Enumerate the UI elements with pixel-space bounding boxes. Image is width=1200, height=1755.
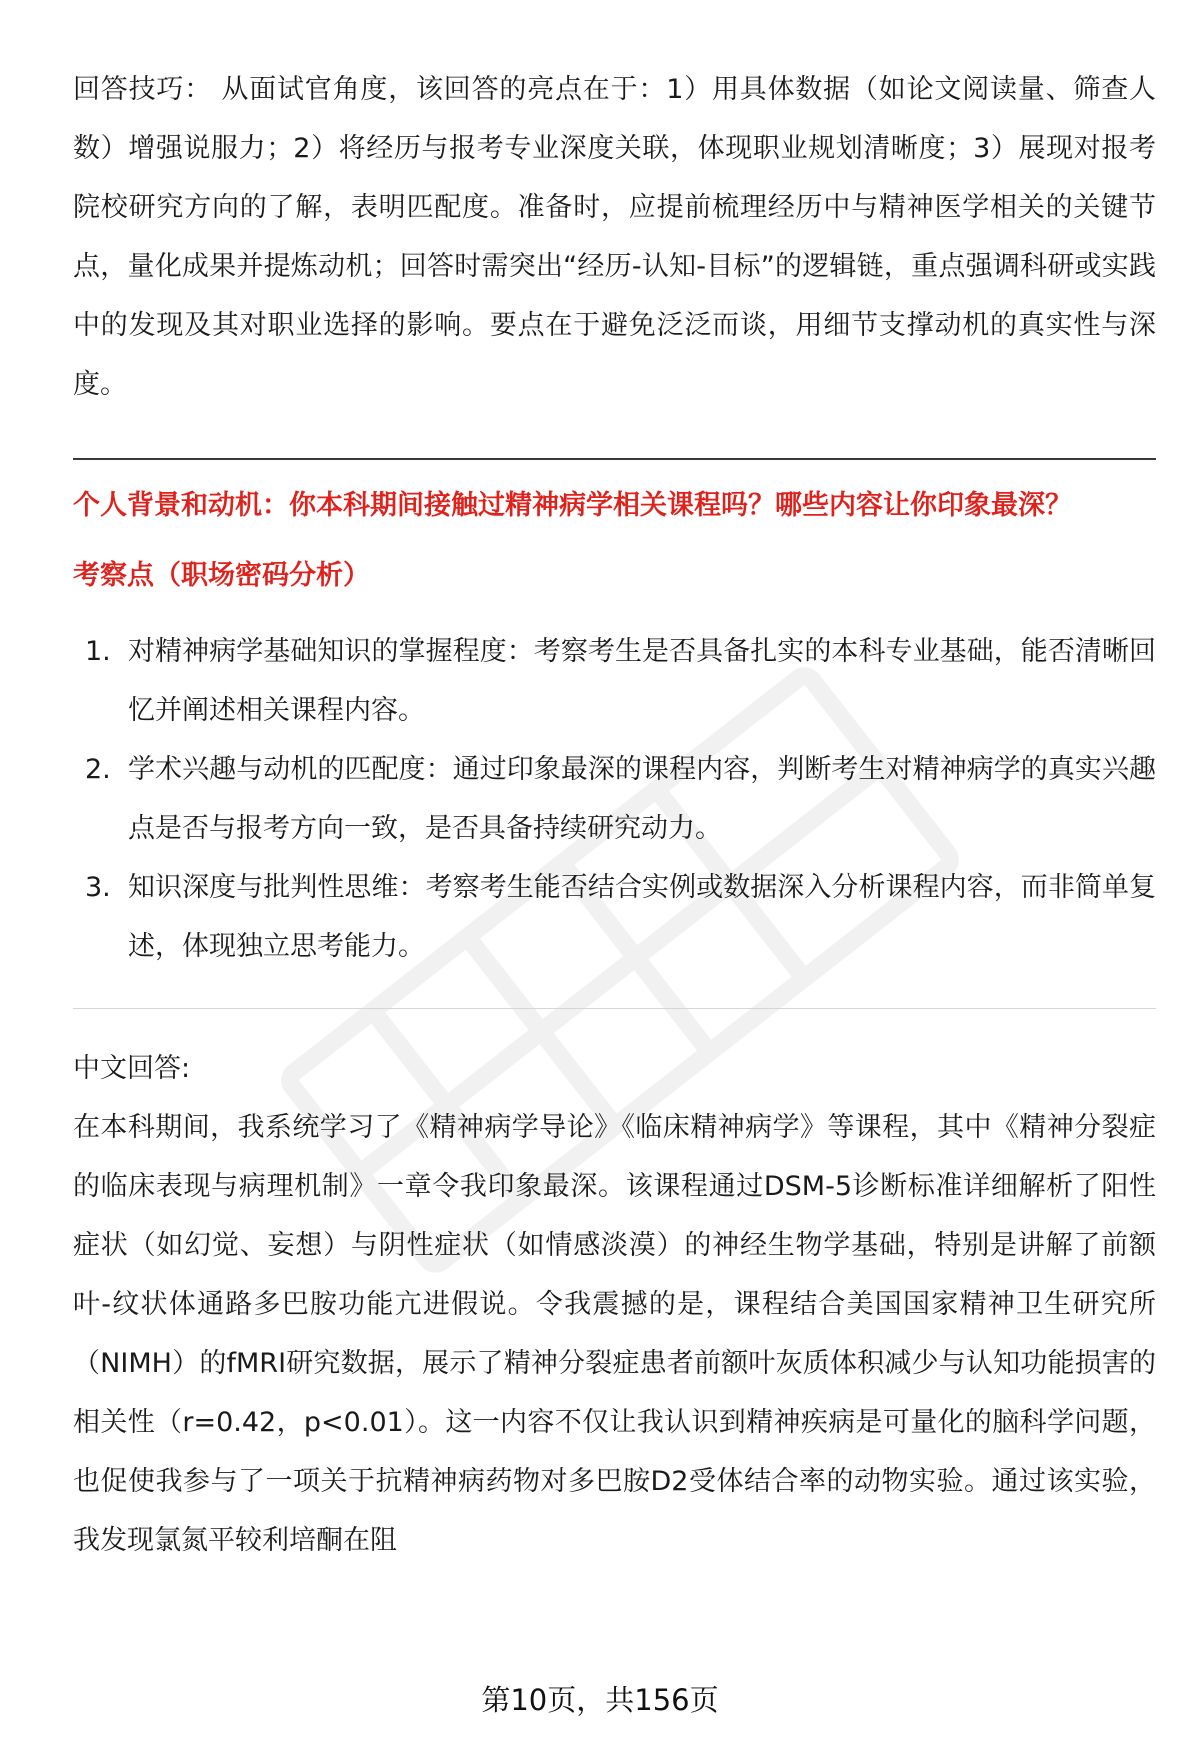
- answer-body: 在本科期间，我系统学习了《精神病学导论》《临床精神病学》等课程，其中《精神分裂症的临床表现与病理机制》一章令我印象最深。该课程通过DSM-5诊断标准详细解析了阳性症状（如幻觉、妄想）与阴性症状（如情感淡漠）的神经生物学基础，特别是讲解了前额叶-纹状体通路多巴胺功能亢进假说。令我震撼的是，课程结合美国国家精神卫生研究所（NIMH）的fMRI研究数据，展示了精神分裂症患者前额叶灰质体积减少与认知功能损害的相关性（r=0.42，p<0.01）。这一内容不仅让我认识到精神疾病是可量化的脑科学问题，也促使我参与了一项关于抗精神病药物对多巴胺D2受体结合率的动物实验。通过该实验，我发现氯氮平较利培酮在阻: [73, 1112, 1156, 1556]
- question-heading: 个人背景和动机：你本科期间接触过精神病学相关课程吗？哪些内容让你印象最深？: [73, 490, 1072, 521]
- section-divider: [73, 458, 1156, 460]
- list-item-text: 对精神病学基础知识的掌握程度：考察考生是否具备扎实的本科专业基础，能否清晰回忆并阐述相关课程内容。: [128, 636, 1156, 726]
- list-item: [73, 858, 1156, 976]
- list-item: [73, 622, 1156, 740]
- answer-label: 中文回答:: [73, 1053, 191, 1084]
- list-item-number: 3.: [85, 872, 111, 903]
- assessment-title: 考察点（职场密码分析）: [73, 560, 370, 591]
- assessment-list: [73, 622, 1156, 976]
- answer-divider: [73, 1008, 1156, 1009]
- list-item-number: 2.: [85, 754, 111, 785]
- document-page: [73, 60, 1156, 1570]
- list-item: [73, 740, 1156, 858]
- intro-paragraph: 回答技巧： 从面试官角度，该回答的亮点在于：1）用具体数据（如论文阅读量、筛查人数）增强说服力；2）将经历与报考专业深度关联，体现职业规划清晰度；3）展现对报考院校研究方向的了解，表明匹配度。准备时，应提前梳理经历中与精神医学相关的关键节点，量化成果并提炼动机；回答时需突出“经历-认知-目标”的逻辑链，重点强调科研或实践中的发现及其对职业选择的影响。要点在于避免泛泛而谈，用细节支撑动机的真实性与深度。: [73, 74, 1156, 400]
- page-number: 第10页，共156页: [481, 1683, 719, 1717]
- list-item-text: 学术兴趣与动机的匹配度：通过印象最深的课程内容，判断考生对精神病学的真实兴趣点是否与报考方向一致，是否具备持续研究动力。: [128, 754, 1156, 844]
- list-item-text: 知识深度与批判性思维：考察考生能否结合实例或数据深入分析课程内容，而非简单复述，体现独立思考能力。: [128, 872, 1156, 962]
- list-item-number: 1.: [85, 636, 111, 667]
